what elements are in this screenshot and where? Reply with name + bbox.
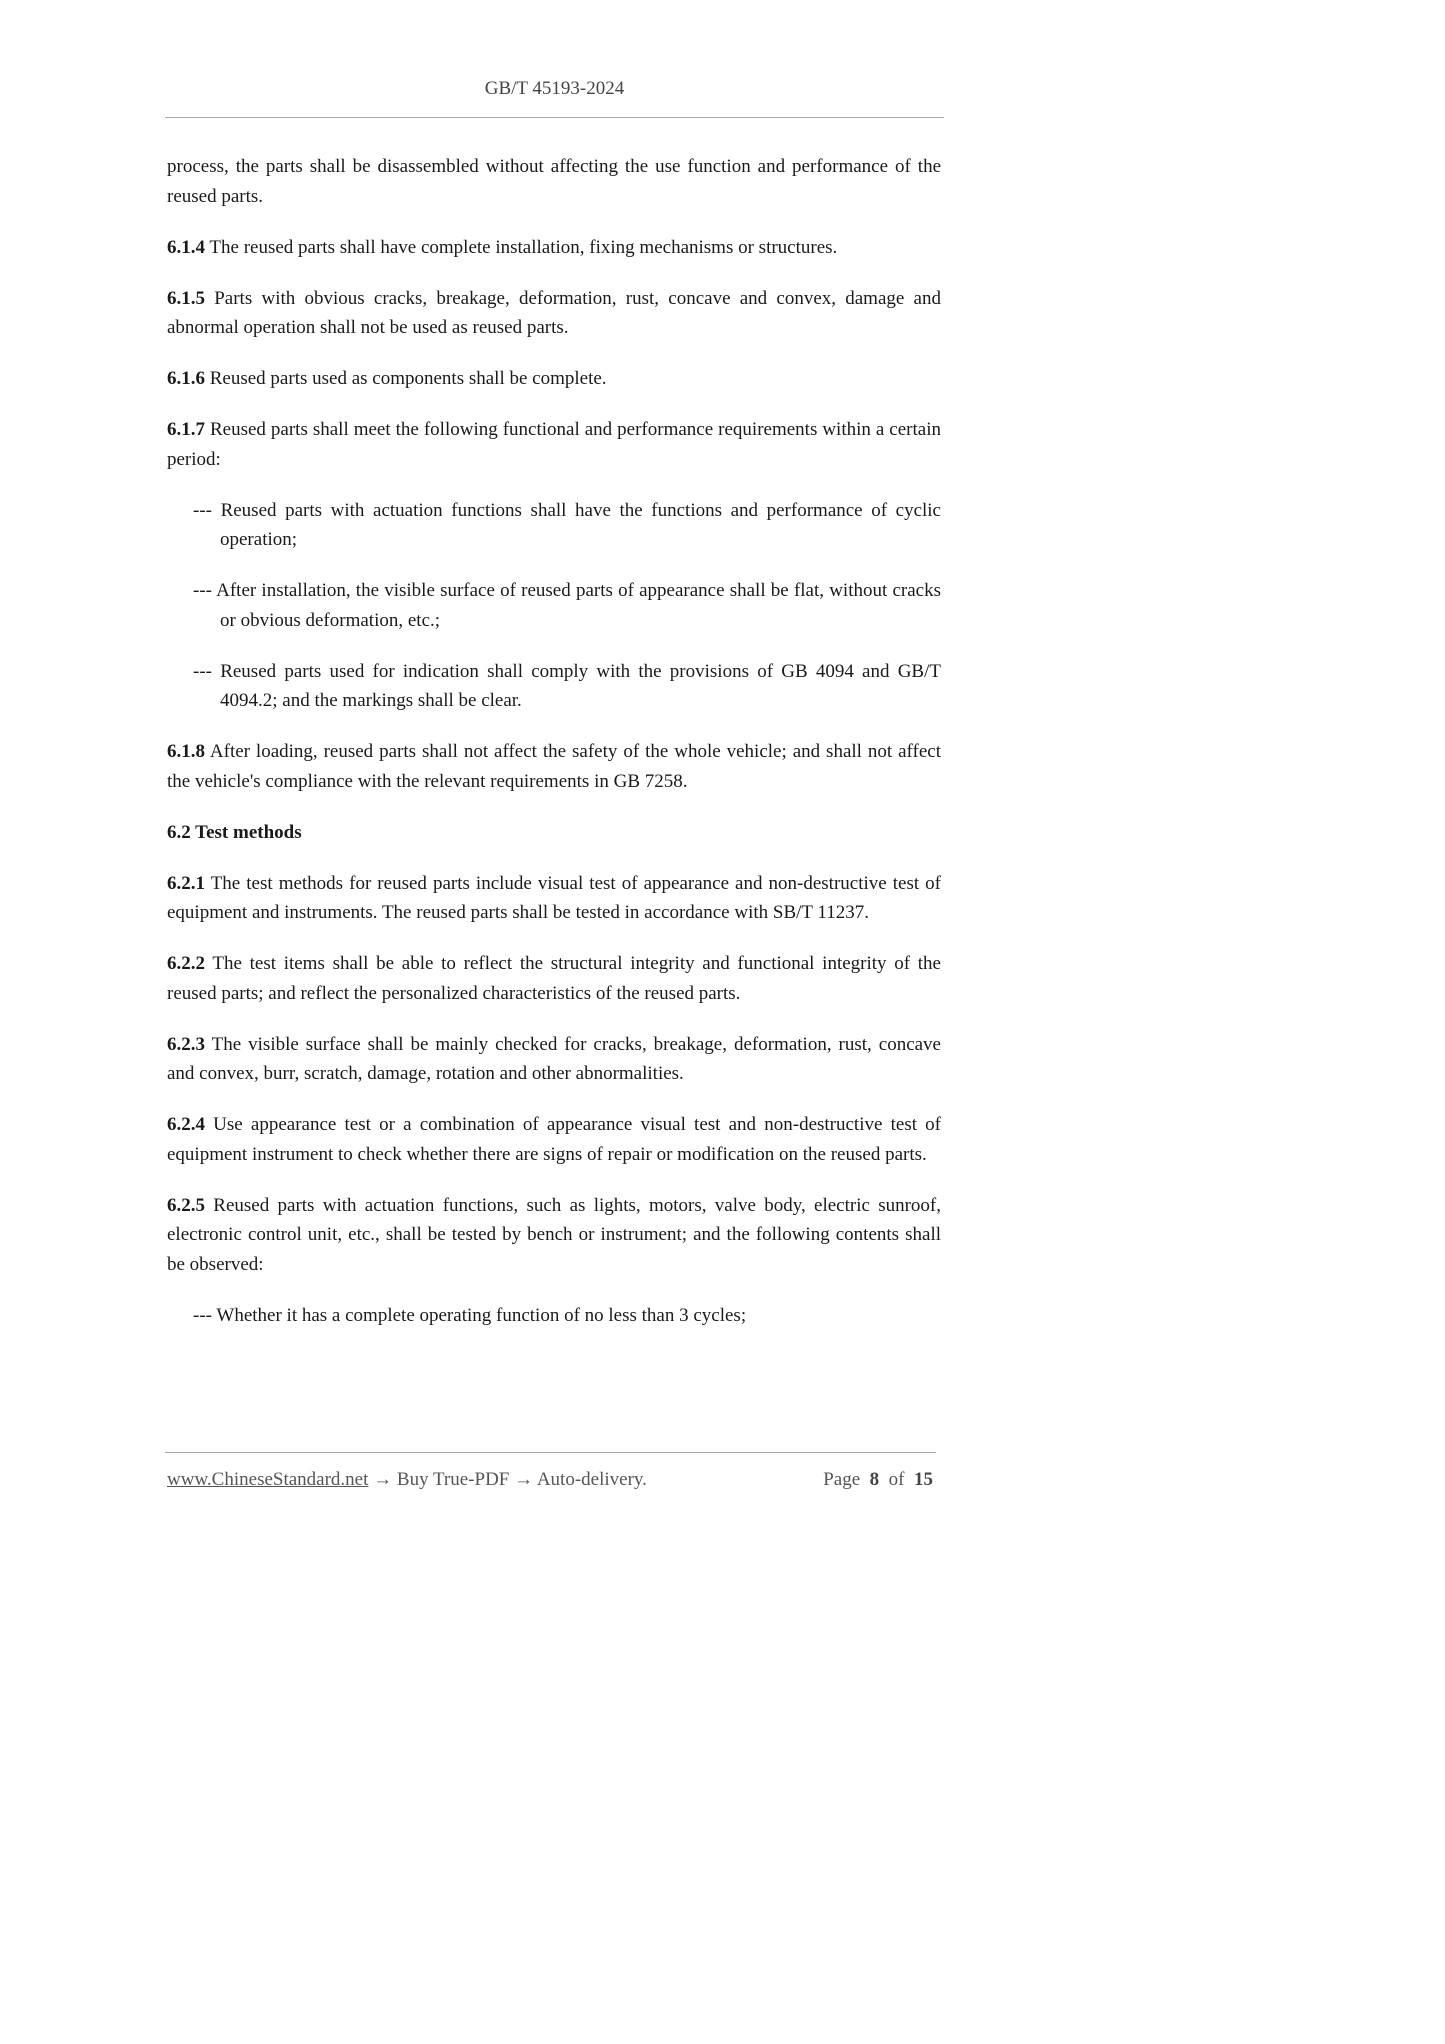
clause-number: 6.2.1 [167,872,205,894]
clause-text: Reused parts with actuation functions, such as lights, motors, valve body, electric sunroof, electronic control unit, etc., shall be tested by bench or instrument; and the following contents shall be observed: [167,1194,941,1275]
clause-number: 6.1.6 [167,368,205,389]
clause-text: After loading, reused parts shall not affect the safety of the whole vehicle; and shall not affect the vehicle's compliance with the relevant requirements in GB 7258. [167,741,941,792]
clause-number: 6.2.3 [167,1033,205,1055]
page-label: Page [823,1469,861,1490]
footer-divider [165,1452,936,1453]
clause-6-2-1 [167,869,941,928]
clause-text: Reused parts shall meet the following functional and performance requirements within a certain period: [167,419,941,470]
clause-number: 6.2.4 [167,1114,205,1135]
page-footer [167,1469,933,1491]
clause-text: Use appearance test or a combination of appearance visual test and non-destructive test of equipment instrument to check whether there are signs of repair or modification on the reused parts. [167,1114,941,1165]
header-divider [165,117,944,118]
clause-6-1-8 [167,737,941,796]
clause-6-1-6 [167,364,941,394]
clause-6-2-4 [167,1110,941,1169]
footer-promo-text: → Buy True-PDF → Auto-delivery. [368,1469,647,1490]
clause-text: The visible surface shall be mainly checked for cracks, breakage, deformation, rust, concave and convex, burr, scratch, damage, rotation and other abnormalities. [167,1033,941,1084]
clause-number: 6.1.7 [167,419,205,440]
footer-promo [167,1469,647,1491]
document-body [167,152,941,1352]
clause-text: Parts with obvious cracks, breakage, deformation, rust, concave and convex, damage and abnormal operation shall not be used as reused parts. [167,287,941,338]
page-current: 8 [869,1469,880,1490]
clause-text: The test items shall be able to reflect the structural integrity and functional integrity of the reused parts; and reflect the personalized characteristics of the reused parts. [167,953,941,1004]
clause-6-1-5 [167,284,941,343]
clause-6-1-4 [167,233,941,263]
list-item: --- Whether it has a complete operating function of no less than 3 cycles; [193,1304,747,1326]
clause-6-2-2 [167,949,941,1008]
clause-6-2-5 [167,1191,941,1280]
list-item: --- After installation, the visible surface of reused parts of appearance shall be flat, without cracks or obvious deformation, etc.; [193,580,941,631]
list-item: --- Reused parts used for indication shall comply with the provisions of GB 4094 and GB/T 4094.2; and the markings shall be clear. [193,660,941,711]
clause-number: 6.1.8 [167,741,205,762]
paragraph-continuation: process, the parts shall be disassembled without affecting the use function and performance of the reused parts. [167,156,941,207]
clause-6-2-3 [167,1030,941,1089]
clause-text: The test methods for reused parts include visual test of appearance and non-destructive test of equipment and instruments. The reused parts shall be tested in accordance with SB/T 11237. [167,872,941,923]
clause-number: 6.2.5 [167,1194,205,1216]
page-indicator [823,1469,933,1491]
clause-6-1-7 [167,415,941,474]
clause-number: 6.1.4 [167,236,205,258]
section-heading-6-2: 6.2 Test methods [167,821,302,843]
clause-text: The reused parts shall have complete installation, fixing mechanisms or structures. [205,236,838,258]
page-of: of [888,1469,905,1490]
clause-text: Reused parts used as components shall be complete. [205,368,607,389]
clause-number: 6.2.2 [167,953,205,974]
site-link[interactable]: www.ChineseStandard.net [167,1469,369,1490]
list-item: --- Reused parts with actuation functions shall have the functions and performance of cyclic operation; [193,499,941,550]
page-total: 15 [914,1469,933,1490]
page-header-title: GB/T 45193-2024 [484,78,625,99]
clause-number: 6.1.5 [167,287,205,309]
